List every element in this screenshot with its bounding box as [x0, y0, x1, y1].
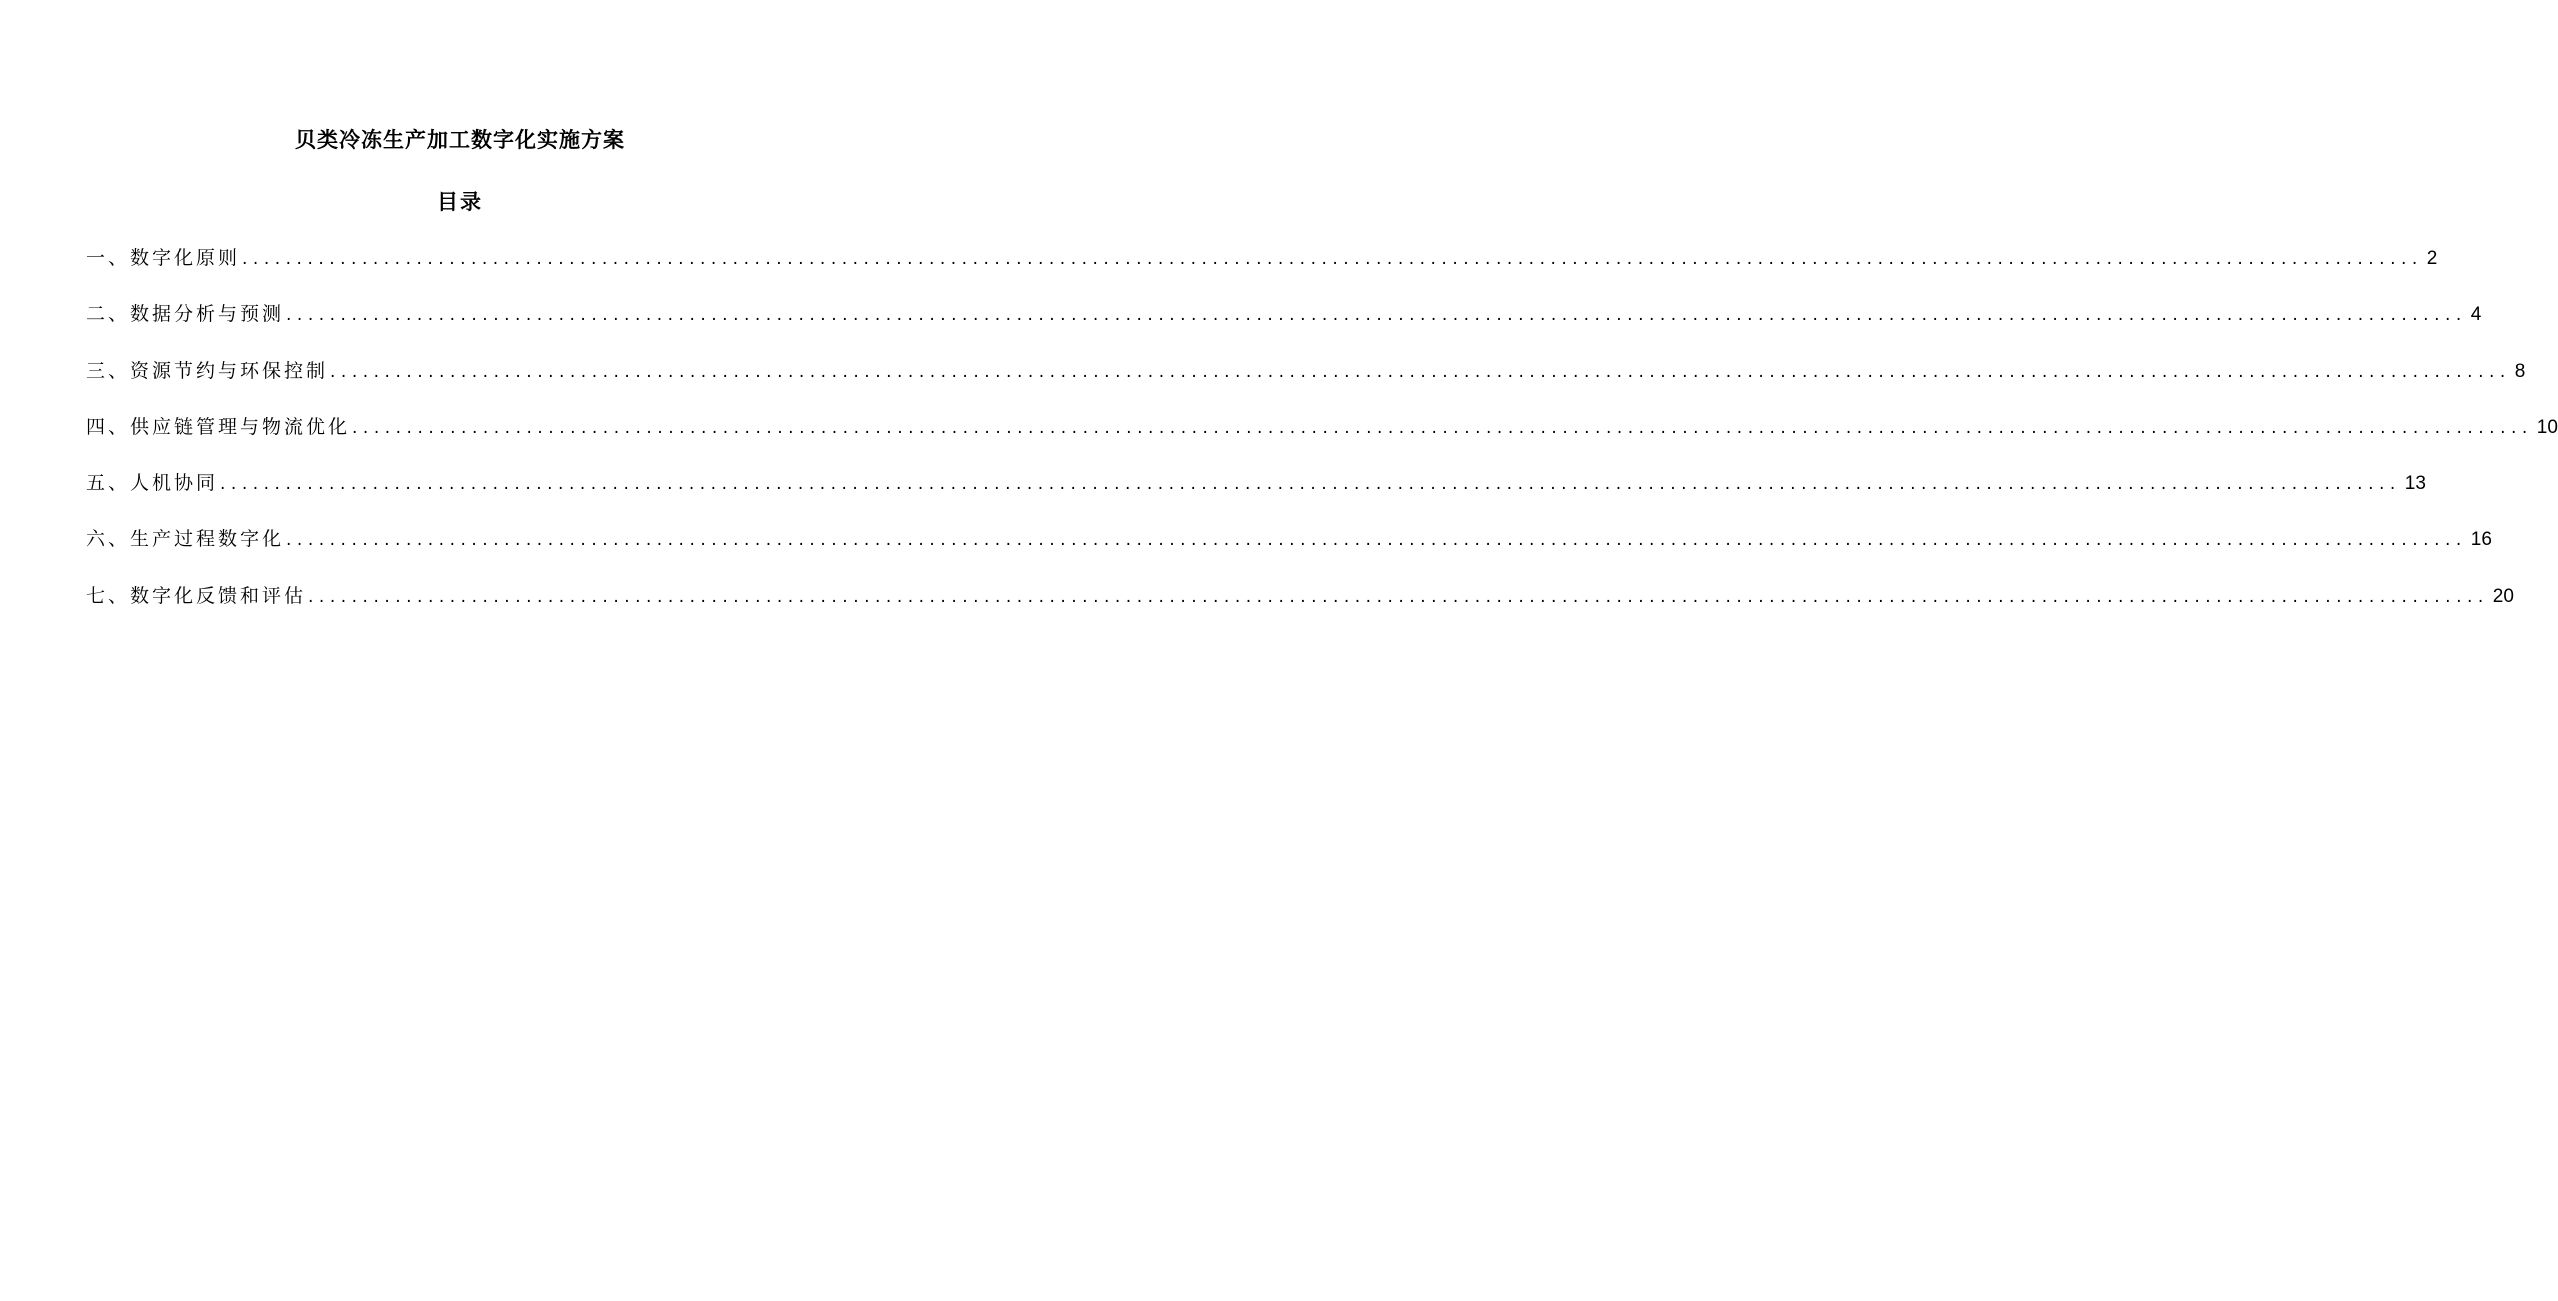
toc-entry[interactable] — [86, 243, 2438, 299]
toc-list — [86, 243, 2558, 637]
toc-entry-page-number: 2 — [2426, 248, 2438, 269]
toc-entry-page-number: 13 — [2404, 473, 2426, 495]
toc-entry-page-number: 10 — [2536, 416, 2558, 438]
toc-entry[interactable] — [86, 412, 2558, 468]
toc-dot-leader: ........................................................................................................................................................................................................ — [352, 417, 2533, 438]
toc-entry-label: 三、资源节约与环保控制 — [86, 359, 329, 382]
toc-entry[interactable] — [86, 524, 2492, 580]
toc-dot-leader: ........................................................................................................................................................................................................ — [286, 305, 2467, 326]
toc-entry-label: 一、数字化原则 — [86, 247, 241, 269]
toc-dot-leader: ........................................................................................................................................................................................................ — [330, 361, 2511, 382]
toc-entry-label: 六、生产过程数字化 — [86, 528, 285, 551]
toc-entry[interactable] — [86, 356, 2526, 412]
toc-entry-page-number: 8 — [2514, 360, 2526, 382]
toc-entry-page-number: 20 — [2492, 585, 2514, 607]
toc-dot-leader: ........................................................................................................................................................................................................ — [242, 249, 2423, 269]
toc-entry-label: 五、人机协同 — [86, 472, 219, 495]
toc-entry-label: 七、数字化反馈和评估 — [86, 584, 307, 607]
toc-entry[interactable] — [86, 581, 2514, 637]
toc-dot-leader: ........................................................................................................................................................................................................ — [286, 530, 2467, 551]
document-title: 贝类冷冻生产加工数字化实施方案 — [295, 128, 625, 152]
toc-heading: 目录 — [437, 190, 483, 214]
toc-dot-leader: ........................................................................................................................................................................................................ — [308, 586, 2489, 607]
toc-entry-page-number: 4 — [2470, 304, 2482, 326]
toc-entry-page-number: 16 — [2470, 529, 2492, 551]
toc-dot-leader: ........................................................................................................................................................................................................ — [220, 474, 2401, 495]
toc-entry-label: 二、数据分析与预测 — [86, 303, 285, 326]
toc-entry[interactable] — [86, 468, 2426, 524]
toc-entry-label: 四、供应链管理与物流优化 — [86, 415, 351, 438]
toc-entry[interactable] — [86, 299, 2482, 355]
